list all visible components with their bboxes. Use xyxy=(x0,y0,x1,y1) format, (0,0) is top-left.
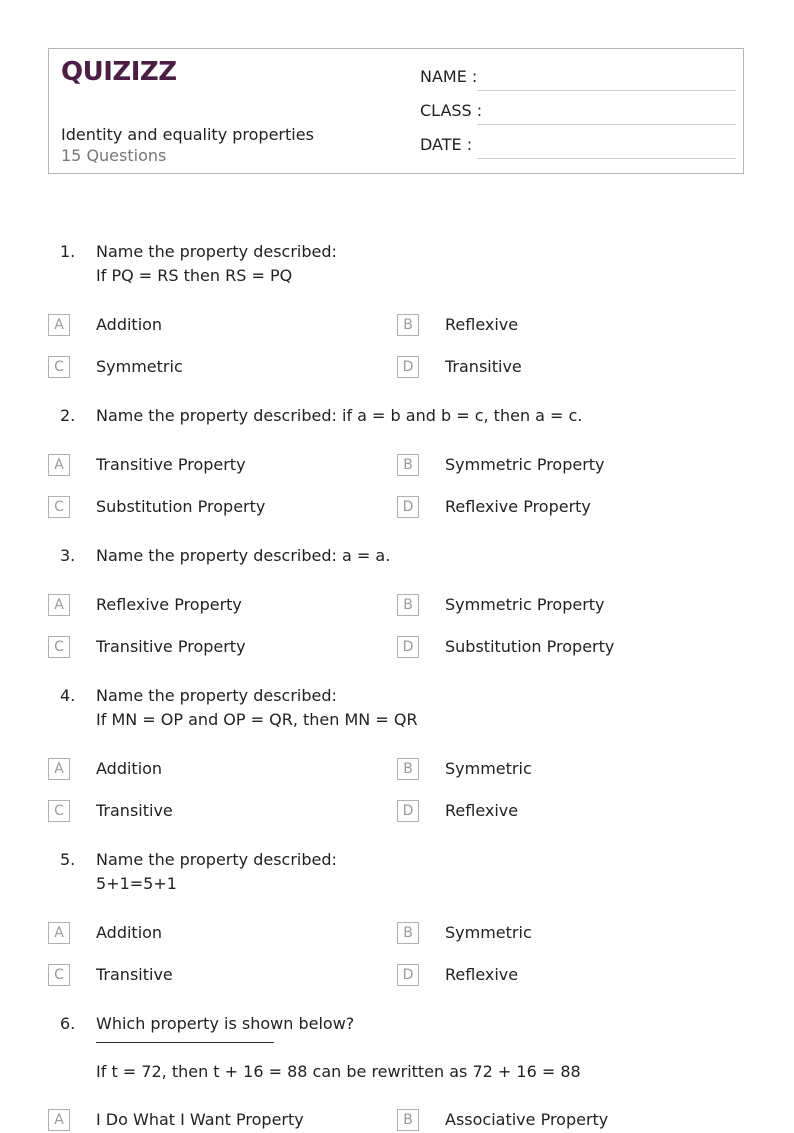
date-line xyxy=(477,158,736,159)
option-text: Symmetric xyxy=(445,923,532,942)
option-text: Symmetric xyxy=(96,357,183,376)
option-text: Reflexive Property xyxy=(445,497,591,516)
option-letter: C xyxy=(48,496,70,518)
name-label: NAME : xyxy=(420,67,478,86)
class-field[interactable] xyxy=(420,101,736,125)
option-text: Transitive xyxy=(96,801,173,820)
option-text: I Do What I Want Property xyxy=(96,1110,304,1129)
question-number: 4. xyxy=(60,686,76,705)
option-letter: C xyxy=(48,800,70,822)
class-label: CLASS : xyxy=(420,101,483,120)
question-text: Which property is shown below? xyxy=(96,1014,355,1033)
question-text: If MN = OP and OP = QR, then MN = QR xyxy=(96,710,418,729)
option-letter: B xyxy=(397,758,419,780)
option-text: Transitive xyxy=(445,357,522,376)
option-text: Associative Property xyxy=(445,1110,609,1129)
worksheet-title: Identity and equality properties xyxy=(61,125,314,144)
option-letter: A xyxy=(48,1109,70,1131)
question-text: Name the property described: xyxy=(96,686,337,705)
date-label: DATE : xyxy=(420,135,473,154)
question-text: 5+1=5+1 xyxy=(96,874,177,893)
question-text: If t = 72, then t + 16 = 88 can be rewritten as 72 + 16 = 88 xyxy=(96,1062,581,1081)
option-text: Reflexive xyxy=(445,801,519,820)
option-text: Addition xyxy=(96,923,163,942)
date-field[interactable] xyxy=(420,135,736,159)
quizizz-logo: QUIZIZZ xyxy=(61,57,177,87)
option-letter: A xyxy=(48,922,70,944)
worksheet-header xyxy=(48,48,744,174)
option-letter: A xyxy=(48,758,70,780)
option-letter: D xyxy=(397,356,419,378)
option-letter: B xyxy=(397,454,419,476)
class-line xyxy=(477,124,736,125)
option-letter: A xyxy=(48,594,70,616)
option-letter: D xyxy=(397,800,419,822)
option-text: Substitution Property xyxy=(445,637,615,656)
option-letter: A xyxy=(48,454,70,476)
option-letter: B xyxy=(397,594,419,616)
option-text: Reflexive xyxy=(445,315,519,334)
option-letter: D xyxy=(397,964,419,986)
question-text: If PQ = RS then RS = PQ xyxy=(96,266,293,285)
question-number: 2. xyxy=(60,406,76,425)
option-letter: C xyxy=(48,356,70,378)
name-field[interactable] xyxy=(420,67,736,91)
option-letter: B xyxy=(397,922,419,944)
question-text: Name the property described: if a = b and b = c, then a = c. xyxy=(96,406,583,425)
blank-rule xyxy=(96,1042,274,1043)
option-letter: B xyxy=(397,1109,419,1131)
question-number: 5. xyxy=(60,850,76,869)
option-text: Symmetric Property xyxy=(445,595,605,614)
question-count: 15 Questions xyxy=(61,146,167,165)
option-text: Reflexive xyxy=(445,965,519,984)
option-letter: C xyxy=(48,636,70,658)
option-text: Reflexive Property xyxy=(96,595,242,614)
option-text: Symmetric xyxy=(445,759,532,778)
question-text: Name the property described: xyxy=(96,850,337,869)
option-letter: D xyxy=(397,636,419,658)
question-number: 6. xyxy=(60,1014,76,1033)
option-text: Addition xyxy=(96,315,163,334)
option-text: Substitution Property xyxy=(96,497,266,516)
option-letter: C xyxy=(48,964,70,986)
question-number: 1. xyxy=(60,242,76,261)
name-line xyxy=(477,90,736,91)
option-text: Transitive xyxy=(96,965,173,984)
option-text: Transitive Property xyxy=(96,455,246,474)
question-text: Name the property described: xyxy=(96,242,337,261)
option-letter: D xyxy=(397,496,419,518)
option-text: Transitive Property xyxy=(96,637,246,656)
option-text: Symmetric Property xyxy=(445,455,605,474)
option-letter: B xyxy=(397,314,419,336)
option-letter: A xyxy=(48,314,70,336)
question-text: Name the property described: a = a. xyxy=(96,546,391,565)
question-number: 3. xyxy=(60,546,76,565)
option-text: Addition xyxy=(96,759,163,778)
